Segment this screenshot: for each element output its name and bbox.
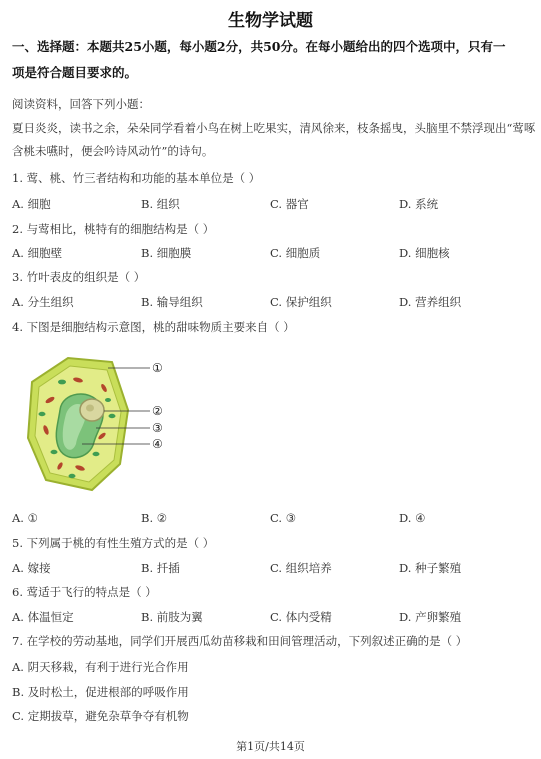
question-3-stem: 3. 竹叶表皮的组织是（ ） — [12, 270, 146, 284]
nucleolus — [86, 405, 94, 412]
chloroplast — [105, 398, 111, 402]
q6-option-a[interactable]: A. 体温恒定 — [12, 610, 74, 624]
reading-instruction: 阅读资料，回答下列小题： — [12, 97, 150, 111]
q4-option-a[interactable]: A. ① — [12, 511, 38, 525]
chloroplast — [58, 380, 66, 385]
page-title: 生物学试题 — [228, 11, 313, 31]
q6-option-d[interactable]: D. 产卵繁殖 — [399, 610, 462, 624]
q2-option-d[interactable]: D. 细胞核 — [399, 246, 450, 260]
q1-option-a[interactable]: A. 细胞 — [12, 197, 51, 211]
section-heading — [12, 34, 530, 86]
q6-option-c[interactable]: C. 体内受精 — [270, 610, 332, 624]
chloroplast — [109, 414, 116, 418]
passage-line-2: 含桃未嚥时，便会吟诗风动竹”的诗句。 — [12, 144, 214, 158]
figure-label-1: ① — [152, 361, 163, 375]
q1-option-d[interactable]: D. 系统 — [399, 197, 439, 211]
chloroplast — [39, 412, 46, 416]
q6-option-b[interactable]: B. 前肢为翼 — [141, 610, 203, 624]
q3-option-c[interactable]: C. 保护组织 — [270, 295, 332, 309]
q5-option-b[interactable]: B. 扦插 — [141, 561, 180, 575]
plant-cell-diagram — [20, 352, 180, 497]
question-6-stem: 6. 莺适于飞行的特点是（ ） — [12, 585, 157, 599]
q4-option-b[interactable]: B. ② — [141, 511, 168, 525]
chloroplast — [69, 474, 76, 478]
q7-option-a[interactable]: A. 阴天移栽，有利于进行光合作用 — [12, 660, 189, 674]
q4-option-c[interactable]: C. ③ — [270, 511, 297, 525]
q3-option-d[interactable]: D. 营养组织 — [399, 295, 462, 309]
question-2-stem: 2. 与莺相比，桃特有的细胞结构是（ ） — [12, 222, 215, 236]
q5-option-d[interactable]: D. 种子繁殖 — [399, 561, 462, 575]
q2-option-b[interactable]: B. 细胞膜 — [141, 246, 192, 260]
q7-option-b[interactable]: B. 及时松土，促进根部的呼吸作用 — [12, 685, 189, 699]
passage-line-1: 夏日炎炎，读书之余，朵朵同学看着小鸟在树上吃果实，清风徐来，枝条摇曳，头脑里不禁浮现出“莺啄 — [12, 121, 536, 135]
question-1-stem: 1. 莺、桃、竹三者结构和功能的基本单位是（ ） — [12, 171, 261, 185]
q2-option-a[interactable]: A. 细胞壁 — [12, 246, 63, 260]
section-heading-line-2: 项是符合题目要求的。 — [12, 65, 138, 80]
q7-option-c[interactable]: C. 定期拔草，避免杂草争夺有机物 — [12, 709, 189, 723]
q1-option-c[interactable]: C. 器官 — [270, 197, 309, 211]
q4-option-d[interactable]: D. ④ — [399, 511, 426, 525]
question-7-stem: 7. 在学校的劳动基地，同学们开展西瓜幼苗移栽和田间管理活动，下列叙述正确的是（ ） — [12, 634, 468, 648]
q3-option-b[interactable]: B. 输导组织 — [141, 295, 203, 309]
q2-option-c[interactable]: C. 细胞质 — [270, 246, 321, 260]
q5-option-c[interactable]: C. 组织培养 — [270, 561, 332, 575]
figure-label-4: ④ — [152, 437, 163, 451]
chloroplast — [51, 450, 58, 454]
q3-option-a[interactable]: A. 分生组织 — [12, 295, 74, 309]
question-4-stem: 4. 下图是细胞结构示意图，桃的甜味物质主要来自（ ） — [12, 320, 295, 334]
q5-option-a[interactable]: A. 嫁接 — [12, 561, 51, 575]
question-5-stem: 5. 下列属于桃的有性生殖方式的是（ ） — [12, 536, 215, 550]
figure-label-3: ③ — [152, 421, 163, 435]
q1-option-b[interactable]: B. 组织 — [141, 197, 180, 211]
page-footer: 第1页/共14页 — [236, 740, 305, 753]
chloroplast — [93, 452, 100, 456]
section-heading-line-1: 一、选择题：本题共25小题，每小题2分，共50分。在每小题给出的四个选项中，只有一 — [12, 39, 506, 54]
figure-label-2: ② — [152, 404, 163, 418]
